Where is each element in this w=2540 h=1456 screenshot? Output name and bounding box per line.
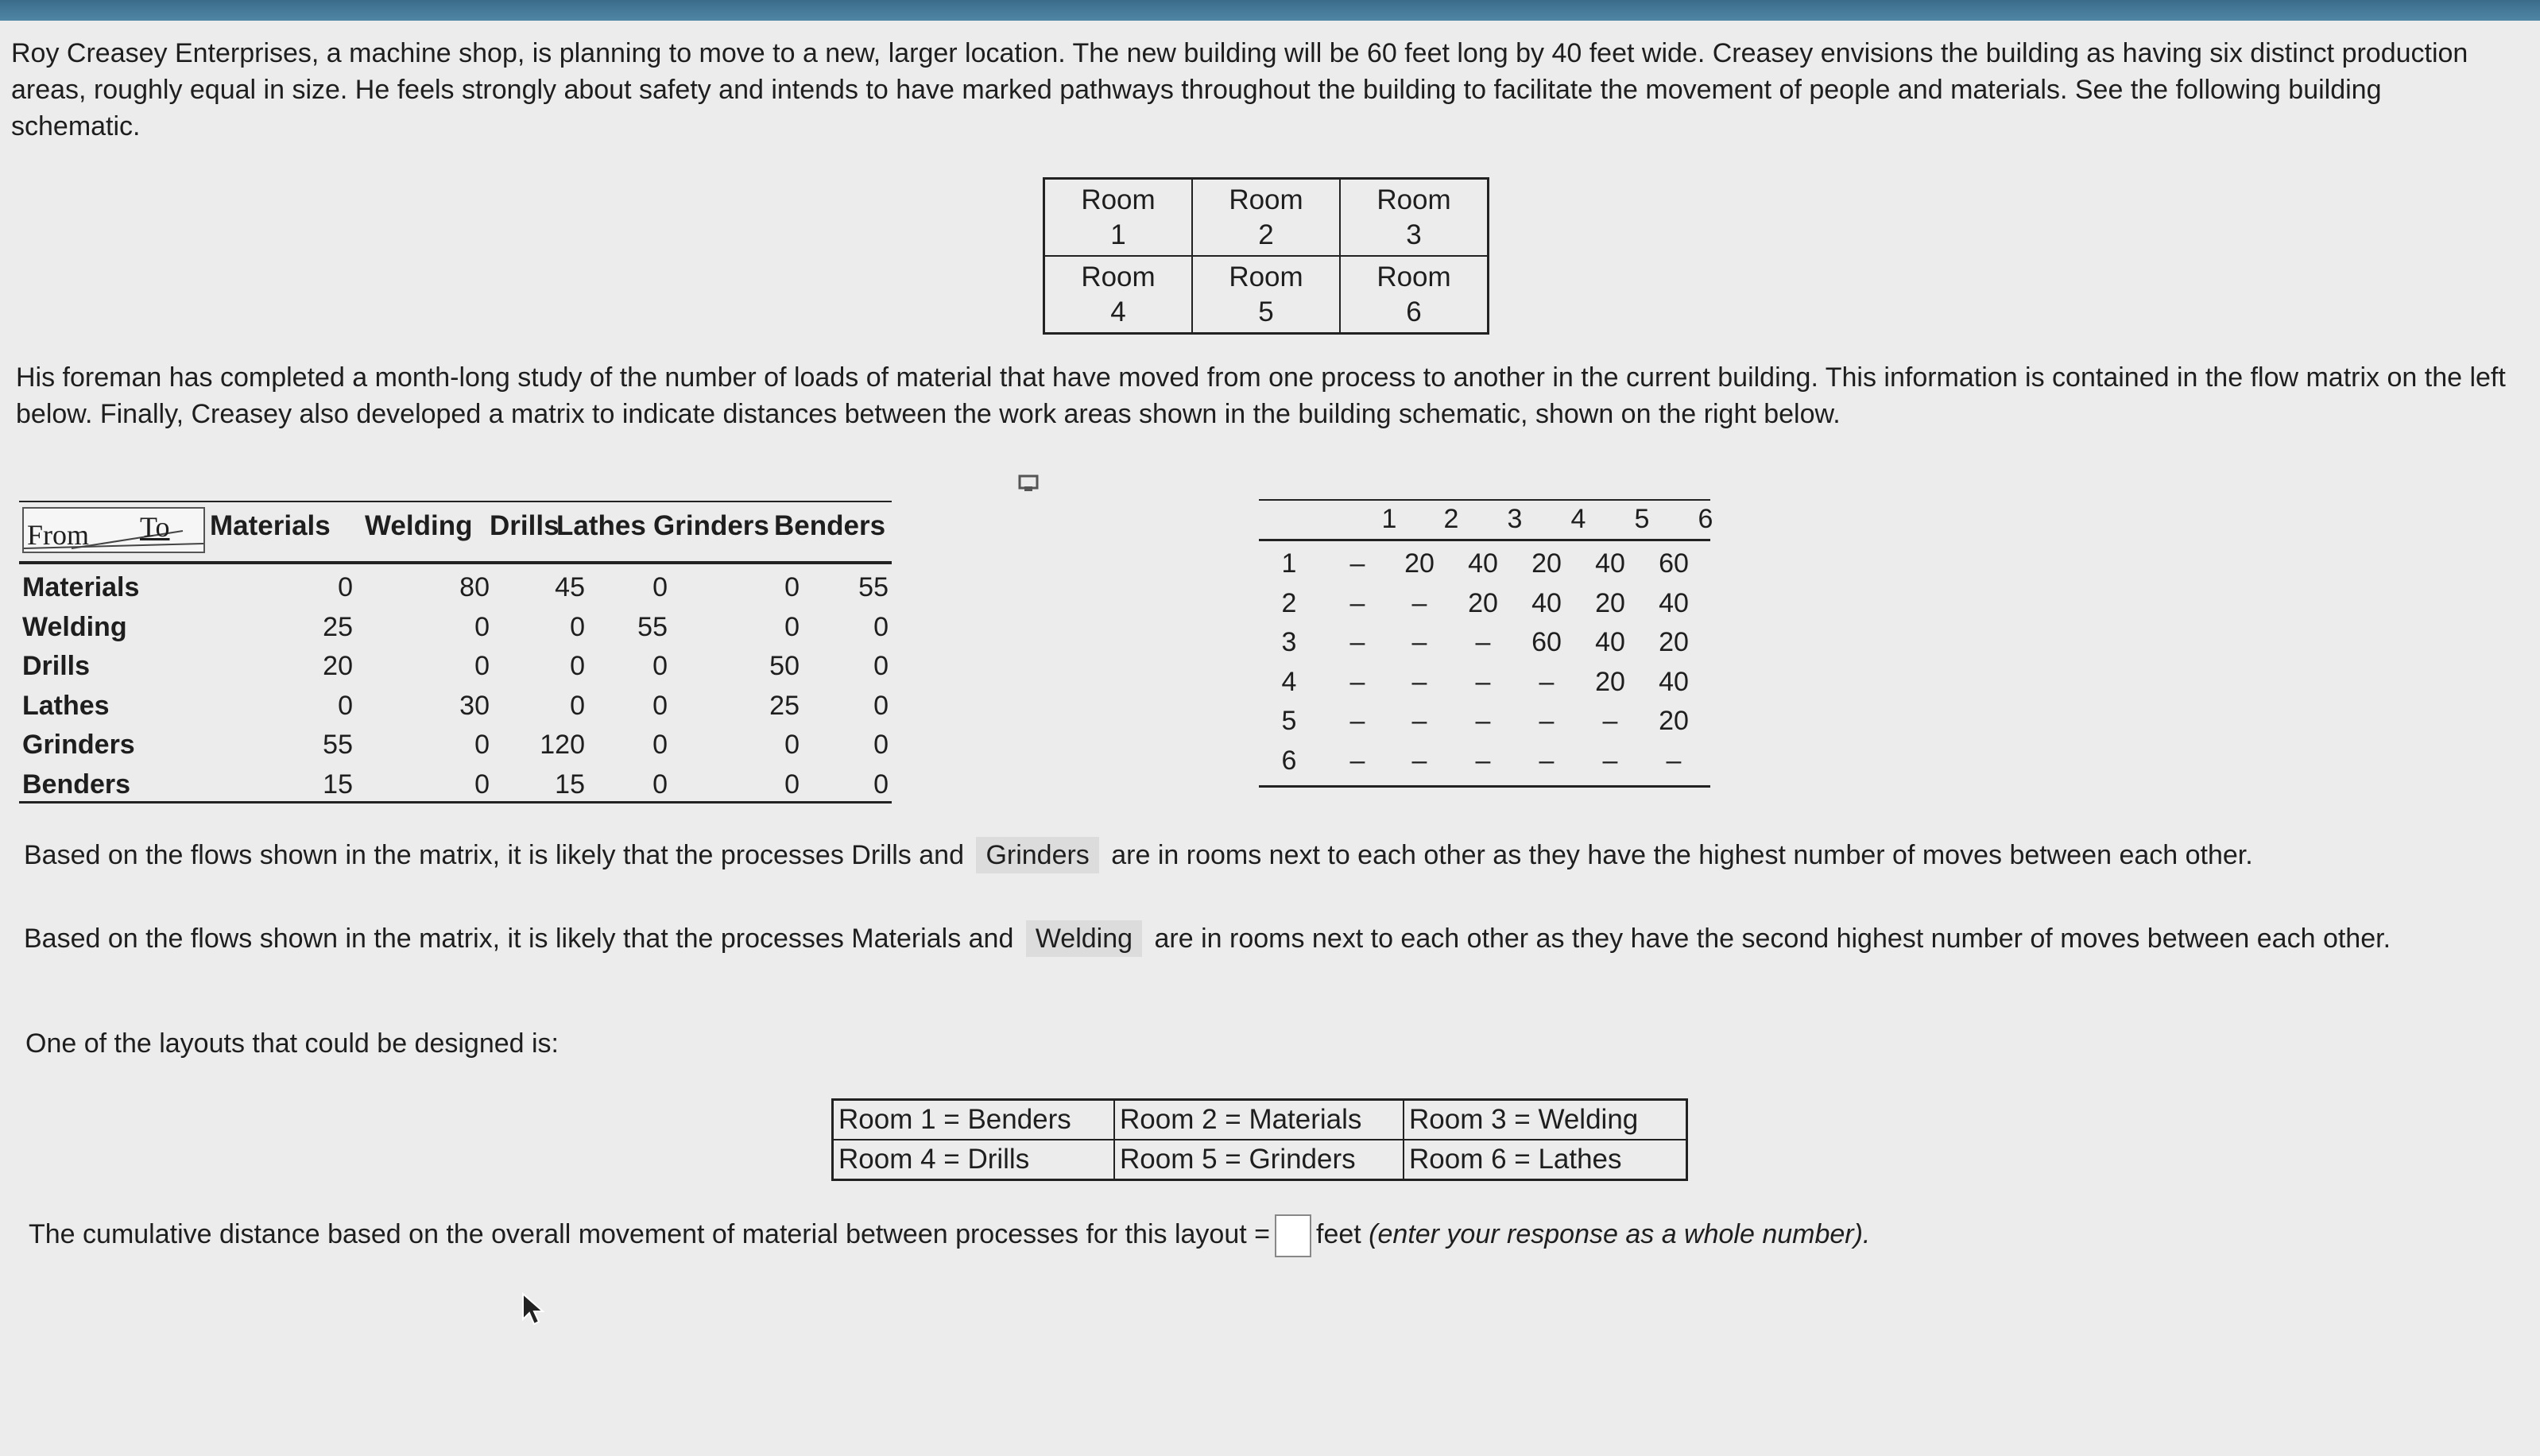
distance-cell: – <box>1602 745 1618 776</box>
layout-cell: Room 5 = Grinders <box>1114 1140 1404 1180</box>
distance-cell: 20 <box>1659 627 1689 657</box>
statement-text: feet <box>1316 1218 1361 1249</box>
flow-col-header: Benders <box>774 510 886 541</box>
flow-cell: 0 <box>873 769 889 800</box>
flow-cell: 0 <box>338 572 353 602</box>
flow-cell: 20 <box>323 651 353 681</box>
distance-top-rule <box>1259 499 1710 501</box>
statement-text: The cumulative distance based on the overall movement of material between processes for this layout = <box>29 1218 1270 1249</box>
layout-intro: One of the layouts that could be designed is: <box>25 1028 559 1059</box>
flow-row-label: Lathes <box>22 690 110 721</box>
flow-cell: 0 <box>652 651 668 681</box>
distance-col-header: 4 <box>1570 504 1586 534</box>
layout-table <box>831 1098 1688 1181</box>
schematic-row <box>1044 179 1489 257</box>
schematic-row <box>1044 256 1489 334</box>
distance-cell: – <box>1475 745 1491 776</box>
distance-cell: – <box>1411 627 1427 657</box>
to-label: To <box>140 511 170 543</box>
schematic-room: Room 4 <box>1044 256 1193 334</box>
flow-cell: 55 <box>858 572 889 602</box>
flow-cell: 0 <box>873 611 889 642</box>
distance-cell: 40 <box>1468 548 1498 579</box>
distance-cell: – <box>1349 587 1365 618</box>
intro-paragraph: Roy Creasey Enterprises, a machine shop, is planning to move to a new, larger location. The new building will be 60 feet long by 40 feet wide. Creasey envisions the building as having six distinct production areas, roughly equal in size. He feels strongly about safety and intends to have marked pathways throughout the building to facilitate the movement of people and materials. See the following building schematic. <box>11 38 2468 141</box>
flow-col-header: Welding <box>365 510 473 541</box>
schematic-room: Room 3 <box>1340 179 1489 257</box>
distance-cell: 40 <box>1659 587 1689 618</box>
distance-cell: 40 <box>1531 587 1562 618</box>
layout-cell: Room 3 = Welding <box>1404 1100 1687 1140</box>
flow-row-label: Benders <box>22 769 131 800</box>
flow-row-label: Materials <box>22 572 140 602</box>
flow-cell: 50 <box>769 651 800 681</box>
flow-row-label: Grinders <box>22 730 135 760</box>
distance-cell: – <box>1349 627 1365 657</box>
flow-bottom-rule <box>19 801 892 804</box>
distance-col-header: 5 <box>1634 504 1650 534</box>
distance-cell: 20 <box>1531 548 1562 579</box>
distance-cell: – <box>1666 745 1682 776</box>
flow-col-header: Grinders <box>653 510 769 541</box>
flow-cell: 25 <box>769 690 800 721</box>
cumulative-distance-statement <box>29 1214 1870 1257</box>
top-bar <box>0 0 2540 21</box>
flow-cell: 55 <box>637 611 668 642</box>
distance-col-header: 2 <box>1443 504 1459 534</box>
distance-cell: 60 <box>1659 548 1689 579</box>
flow-row-label: Drills <box>22 651 91 681</box>
schematic-room: Room 6 <box>1340 256 1489 334</box>
flow-cell: 0 <box>474 611 490 642</box>
distance-cell: 20 <box>1468 587 1498 618</box>
flow-cell: 0 <box>570 690 585 721</box>
building-schematic <box>1043 177 1489 335</box>
distance-cell: – <box>1539 666 1555 697</box>
distance-cell: – <box>1411 706 1427 736</box>
statement-text: are in rooms next to each other as they have the highest number of moves between each other. <box>1111 840 2253 870</box>
distance-cell: – <box>1411 745 1427 776</box>
flow-cell: 0 <box>474 730 490 760</box>
layout-row <box>833 1140 1687 1180</box>
distance-cell: – <box>1539 706 1555 736</box>
distance-col-header: 1 <box>1381 504 1397 534</box>
flow-cell: 0 <box>784 730 800 760</box>
distance-cell: – <box>1411 666 1427 697</box>
distance-cell: 40 <box>1595 627 1625 657</box>
flow-cell: 0 <box>784 572 800 602</box>
distance-cell: 20 <box>1659 706 1689 736</box>
distance-cell: – <box>1475 627 1491 657</box>
distance-header-rule <box>1259 539 1710 541</box>
distance-cell: 20 <box>1595 666 1625 697</box>
distance-row-label: 1 <box>1281 548 1297 579</box>
schematic-room: Room 2 <box>1192 179 1340 257</box>
distance-cell: – <box>1475 706 1491 736</box>
flow-cell: 0 <box>652 690 668 721</box>
flow-top-rule <box>19 501 892 502</box>
flow-cell: 0 <box>784 611 800 642</box>
distance-cell: – <box>1602 706 1618 736</box>
second-pair-answer[interactable]: Welding <box>1026 920 1142 957</box>
flow-col-header: Materials <box>210 510 331 541</box>
layout-cell: Room 2 = Materials <box>1114 1100 1404 1140</box>
distance-cell: 60 <box>1531 627 1562 657</box>
distance-cell: – <box>1539 745 1555 776</box>
flow-col-header: Drills <box>490 510 559 541</box>
distance-cell: 20 <box>1595 587 1625 618</box>
highest-flow-statement <box>24 837 2253 873</box>
distance-cell: – <box>1349 548 1365 579</box>
second-flow-statement <box>24 918 2503 959</box>
distance-cell: 40 <box>1595 548 1625 579</box>
distance-cell: – <box>1349 666 1365 697</box>
flow-col-header: Lathes <box>556 510 646 541</box>
distance-row-label: 5 <box>1281 706 1297 736</box>
distance-bottom-rule <box>1259 785 1710 788</box>
expand-table-icon[interactable] <box>1017 474 1041 494</box>
statement-text: Based on the flows shown in the matrix, it is likely that the processes Materials and <box>24 924 1014 954</box>
distance-row-label: 4 <box>1281 666 1297 697</box>
distance-cell: – <box>1411 587 1427 618</box>
flow-cell: 0 <box>570 651 585 681</box>
distance-col-header: 3 <box>1507 504 1523 534</box>
distance-cell: – <box>1349 706 1365 736</box>
flow-cell: 55 <box>323 730 353 760</box>
instruction-text: (enter your response as a whole number). <box>1369 1218 1871 1249</box>
highest-pair-answer[interactable]: Grinders <box>976 837 1098 873</box>
flow-cell: 30 <box>459 690 490 721</box>
flow-cell: 15 <box>555 769 585 800</box>
statement-text: Based on the flows shown in the matrix, it is likely that the processes Drills and <box>24 840 964 870</box>
flow-header-rule <box>19 561 892 564</box>
statement-text: are in rooms next to each other as they have the second highest number of moves between each other. <box>1154 924 2391 954</box>
cumulative-distance-input[interactable] <box>1275 1214 1311 1257</box>
distance-cell: – <box>1475 666 1491 697</box>
flow-cell: 0 <box>338 690 353 721</box>
schematic-room: Room 5 <box>1192 256 1340 334</box>
foreman-paragraph: His foreman has completed a month-long study of the number of loads of material that have moved from one process to another in the current building. This information is contained in the flow matrix on the left below. Finally, Creasey also developed a matrix to indicate distances between the work areas shown in the building schematic, shown on the right below. <box>16 362 2506 429</box>
flow-cell: 15 <box>323 769 353 800</box>
flow-cell: 0 <box>570 611 585 642</box>
schematic-room: Room 1 <box>1044 179 1193 257</box>
distance-row-label: 2 <box>1281 587 1297 618</box>
flow-row-label: Welding <box>22 611 127 642</box>
distance-col-header: 6 <box>1698 504 1713 534</box>
distance-cell: 40 <box>1659 666 1689 697</box>
distance-row-label: 3 <box>1281 627 1297 657</box>
distance-row-label: 6 <box>1281 745 1297 776</box>
flow-cell: 0 <box>474 769 490 800</box>
flow-cell: 80 <box>459 572 490 602</box>
flow-cell: 0 <box>873 651 889 681</box>
mouse-cursor-icon <box>521 1292 545 1327</box>
from-label: From <box>27 519 90 551</box>
flow-cell: 0 <box>873 730 889 760</box>
flow-cell: 0 <box>652 769 668 800</box>
distance-cell: – <box>1349 745 1365 776</box>
layout-cell: Room 1 = Benders <box>833 1100 1115 1140</box>
flow-cell: 25 <box>323 611 353 642</box>
distance-cell: 20 <box>1404 548 1435 579</box>
from-to-header <box>22 507 205 553</box>
flow-cell: 0 <box>474 651 490 681</box>
layout-row <box>833 1100 1687 1140</box>
flow-cell: 0 <box>784 769 800 800</box>
flow-cell: 0 <box>652 730 668 760</box>
flow-cell: 120 <box>540 730 585 760</box>
layout-cell: Room 6 = Lathes <box>1404 1140 1687 1180</box>
flow-cell: 0 <box>652 572 668 602</box>
layout-cell: Room 4 = Drills <box>833 1140 1115 1180</box>
flow-cell: 0 <box>873 690 889 721</box>
flow-cell: 45 <box>555 572 585 602</box>
